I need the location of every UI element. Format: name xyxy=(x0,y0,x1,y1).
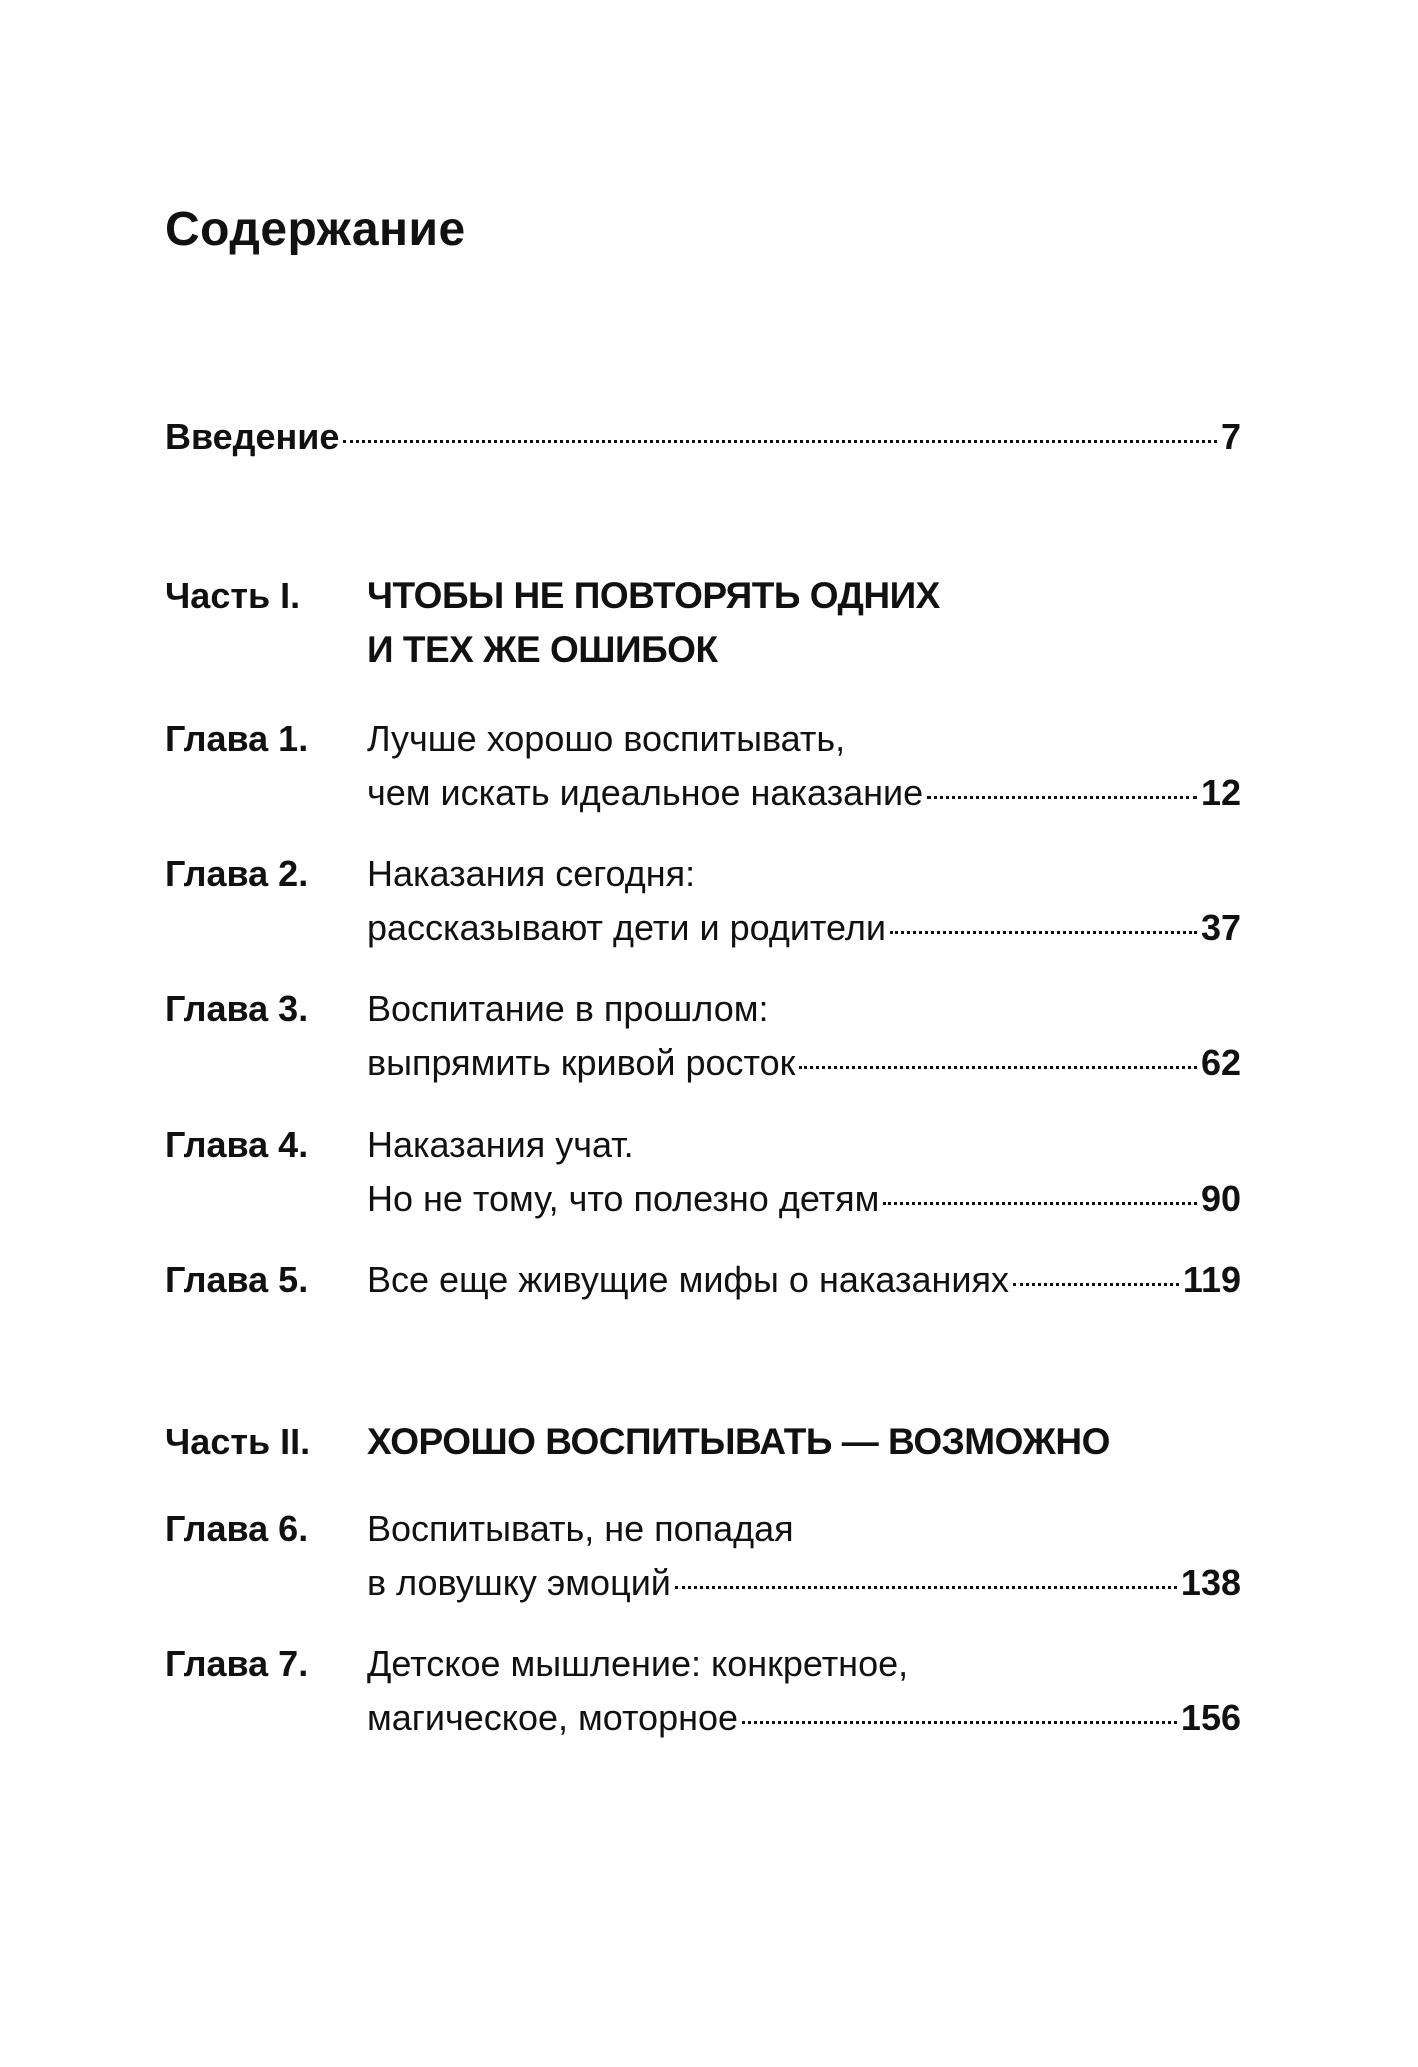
chapter-title-line: рассказывают дети и родители xyxy=(367,907,886,948)
part-title-line: И ТЕХ ЖЕ ОШИБОК xyxy=(367,629,718,670)
chapter-title-line: чем искать идеальное наказание xyxy=(367,772,924,813)
part-label: Часть II. xyxy=(165,1421,311,1462)
chapter-title-line: в ловушку эмоций xyxy=(367,1562,671,1603)
dot-leader xyxy=(799,1066,1197,1069)
chapter-title-line: Детское мышление: конкретное, xyxy=(367,1643,909,1684)
chapter-title-line: Воспитывать, не попадая xyxy=(367,1508,794,1549)
dot-leader xyxy=(1013,1283,1179,1286)
page-number: 37 xyxy=(1200,907,1241,948)
chapter-title-line: Лучше хорошо воспитывать, xyxy=(367,718,846,759)
chapter-label: Глава 3. xyxy=(165,988,309,1029)
chapter-label: Глава 1. xyxy=(165,718,309,759)
chapter-title-line: магическое, моторное xyxy=(367,1697,739,1738)
dot-leader xyxy=(675,1586,1177,1589)
dot-leader xyxy=(927,796,1197,799)
page-number: 90 xyxy=(1200,1178,1241,1219)
entry-label: Введение xyxy=(165,416,340,457)
part-title-line: ХОРОШО ВОСПИТЫВАТЬ — ВОЗМОЖНО xyxy=(367,1421,1110,1462)
chapter-label: Глава 4. xyxy=(165,1124,309,1165)
dot-leader xyxy=(742,1721,1177,1724)
page-number: 62 xyxy=(1200,1042,1241,1083)
page-number: 156 xyxy=(1180,1697,1241,1738)
page-title: Содержание xyxy=(165,203,466,256)
part-label: Часть I. xyxy=(165,575,301,616)
part-title-line: ЧТОБЫ НЕ ПОВТОРЯТЬ ОДНИХ xyxy=(367,575,940,616)
chapter-title-line: Наказания учат. xyxy=(367,1124,634,1165)
dot-leader xyxy=(890,931,1197,934)
dot-leader xyxy=(343,440,1217,443)
chapter-title-line: выпрямить кривой росток xyxy=(367,1042,796,1083)
chapter-title-line: Но не тому, что полезно детям xyxy=(367,1178,880,1219)
chapter-label: Глава 7. xyxy=(165,1643,309,1684)
dot-leader xyxy=(883,1202,1197,1205)
page-number: 12 xyxy=(1200,772,1241,813)
chapter-title-line: Воспитание в прошлом: xyxy=(367,988,769,1029)
chapter-title-line: Наказания сегодня: xyxy=(367,853,696,894)
page-number: 7 xyxy=(1220,416,1241,457)
chapter-label: Глава 2. xyxy=(165,853,309,894)
chapter-label: Глава 6. xyxy=(165,1508,309,1549)
page-number: 138 xyxy=(1180,1562,1241,1603)
page-number: 119 xyxy=(1182,1259,1241,1300)
chapter-title-line: Все еще живущие мифы о наказаниях xyxy=(367,1259,1010,1300)
chapter-label: Глава 5. xyxy=(165,1259,309,1300)
